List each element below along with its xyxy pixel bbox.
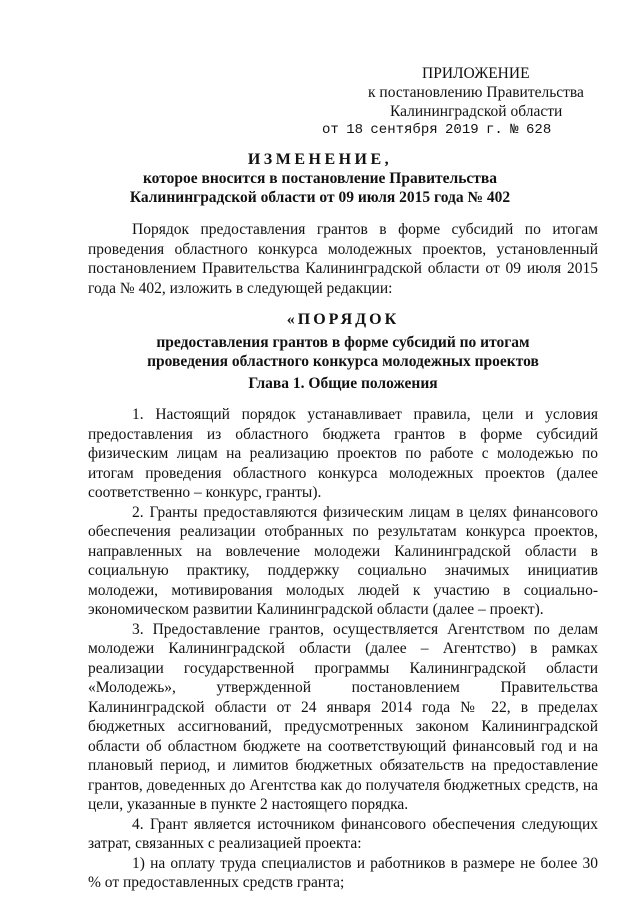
appendix-line-2: Калининградской области [390, 103, 563, 120]
intro-paragraph-block [88, 220, 598, 298]
appendix-line-1: к постановлению Правительства [368, 84, 584, 101]
paragraph-1: 1. Настоящий порядок устанавливает правила, цели и условия предоставления из областного бюджета грантов в форме субсидий физическим лицам на реализацию проектов по работе с молодежью по итогам проведения областного конкурса молодежных проектов (далее соответственно – конкурс, гранты). [88, 406, 598, 501]
paragraph-3: 3. Предоставление грантов, осуществляется Агентством по делам молодежи Калининградской области (далее – Агентство) в рамках реализации государственной программы Калининградской области «Молодежь», утвержденной постановлением Правительства Калининградской области от 24 января 2014 года № 22, в пределах бюджетных ассигнований, предусмотренных законом Калининградской области об областном бюджете на соответствующий финансовый год и на плановый период, и лимитов бюджетных обязательств на предоставление грантов, доведенных до Агентства как до получателя бюджетных средств, на цели, указанные в пункте 2 настоящего порядка. [88, 620, 598, 813]
chapter-heading: Глава 1. Общие положения [248, 375, 438, 392]
appendix-title: ПРИЛОЖЕНИЕ [422, 65, 530, 82]
change-subtitle-2: Калининградской области от 09 июля 2015 года № 402 [129, 189, 511, 206]
paragraph-4: 4. Грант является источником финансового обеспечения следующих затрат, связанных с реализацией проекта: [88, 815, 598, 852]
change-heading [0, 150, 640, 207]
appendix-date-line: от 18 сентября 2019 г. № 628 [322, 122, 552, 138]
change-subtitle-1: которое вносится в постановление Правительства [142, 170, 498, 187]
paragraph-5: 1) на оплату труда специалистов и работников в размере не более 30 % от предоставленных средств гранта; [88, 854, 598, 891]
change-title: ИЗМЕНЕНИЕ, [247, 151, 393, 168]
appendix-header [322, 64, 600, 140]
order-title: «ПОРЯДОК [286, 311, 400, 328]
order-subtitle-1: предоставления грантов в форме субсидий по итогам [156, 334, 530, 351]
intro-paragraph: Порядок предоставления грантов в форме субсидий по итогам проведения областного конкурса молодежных проектов, установленный постановлением Правительства Калининградской области от 09 июля 2015 года № 402, изложить в следующей редакции: [88, 221, 598, 297]
paragraph-2: 2. Гранты предоставляются физическим лицам в целях финансового обеспечения реализации отобранных по результатам конкурса проектов, направленных на вовлечение молодежи Калининградской области в социальную практику, поддержку социально значимых инициатив молодежи, мотивирования молодых людей к участию в социально-экономическом развитии Калининградской области (далее – проект). [88, 503, 598, 618]
order-subtitle-2: проведения областного конкурса молодежных проектов [147, 353, 539, 370]
main-text [88, 405, 598, 893]
order-heading [88, 310, 598, 371]
